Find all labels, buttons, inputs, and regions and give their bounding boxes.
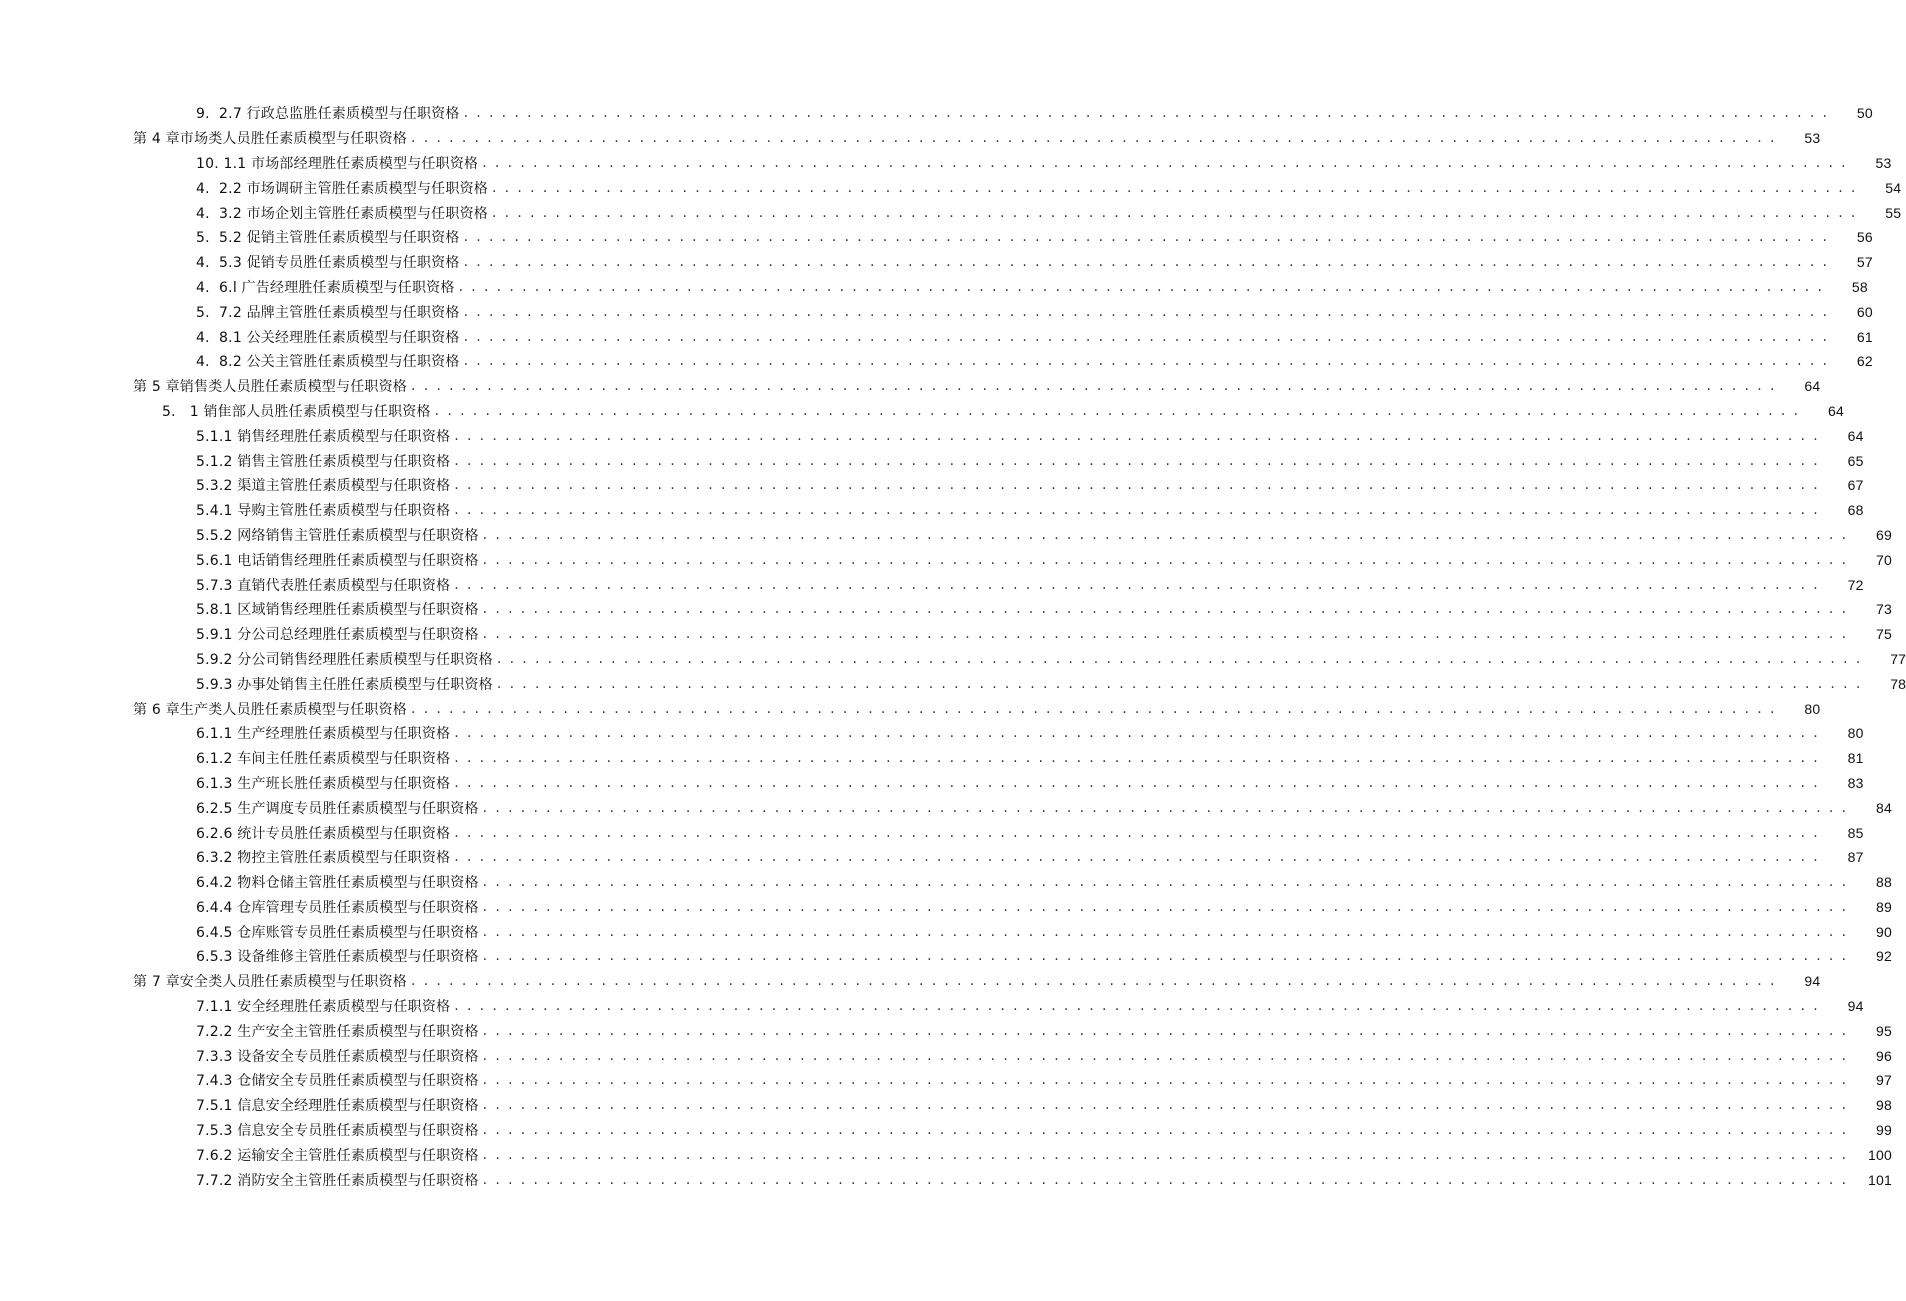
toc-page-number: 50 — [1856, 105, 1873, 122]
toc-chapter-entry[interactable] — [0, 969, 1821, 994]
toc-entry-title: 6.4.4 仓库管理专员胜任素质模型与任职资格 — [196, 899, 479, 916]
toc-entry-title: 5.9.1 分公司总经理胜任素质模型与任职资格 — [196, 627, 479, 644]
toc-entry-title: 5. 7.2 品牌主管胜任素质模型与任职资格 — [196, 304, 460, 321]
toc-page-number: 84 — [1875, 799, 1892, 816]
toc-section-entry[interactable] — [0, 324, 1873, 349]
toc-entry-title: 7.2.2 生产安全主管胜任素质模型与任职资格 — [196, 1023, 479, 1040]
toc-dot-leader: . . . . . . . . . . . . . . . . . . . . . . . . . . . . . . . . . . . . . . . . . . . . . . . . . . . . . . . . . . . . . . . . . . . . . . . . . . . . . . . . . . . . . . . . . . . . . . . . . . . . . . . . . . . . — [463, 328, 1829, 345]
toc-entry-title: 7.1.1 安全经理胜任素质模型与任职资格 — [196, 999, 451, 1016]
toc-page-number: 72 — [1847, 576, 1864, 593]
toc-dot-leader: . . . . . . . . . . . . . . . . . . . . . . . . . . . . . . . . . . . . . . . . . . . . . . . . . . . . . . . . . . . . . . . . . . . . . . . . . . . . . . . . . . . . . . . . . . . . . . . . . . . . . . . . . . . . — [491, 179, 1858, 196]
toc-dot-leader: . . . . . . . . . . . . . . . . . . . . . . . . . . . . . . . . . . . . . . . . . . . . . . . . . . . . . . . . . . . . . . . . . . . . . . . . . . . . . . . . . . . . . . . . . . . . . . . . . . . . . . . . . . . . — [482, 923, 1848, 940]
toc-section-entry[interactable] — [0, 498, 1864, 523]
toc-dot-leader: . . . . . . . . . . . . . . . . . . . . . . . . . . . . . . . . . . . . . . . . . . . . . . . . . . . . . . . . . . . . . . . . . . . . . . . . . . . . . . . . . . . . . . . . . . . . . . . . . . . . . . . . . . . . — [463, 105, 1829, 122]
toc-section-entry[interactable] — [0, 448, 1864, 473]
toc-dot-leader: . . . . . . . . . . . . . . . . . . . . . . . . . . . . . . . . . . . . . . . . . . . . . . . . . . . . . . . . . . . . . . . . . . . . . . . . . . . . . . . . . . . . . . . . . . . . . . . . . . . . . . . . . . . . — [482, 1022, 1848, 1039]
toc-section-entry[interactable] — [0, 1068, 1892, 1093]
toc-entry-title: 4. 8.2 公关主管胜任素质模型与任职资格 — [196, 354, 460, 371]
toc-page-number: 62 — [1856, 353, 1873, 370]
toc-entry-title: 7.7.2 消防安全主管胜任素质模型与任职资格 — [196, 1172, 479, 1189]
toc-section-entry[interactable] — [0, 895, 1892, 920]
toc-dot-leader: . . . . . . . . . . . . . . . . . . . . . . . . . . . . . . . . . . . . . . . . . . . . . . . . . . . . . . . . . . . . . . . . . . . . . . . . . . . . . . . . . . . . . . . . . . . . . . . . . . . . . . . . . . . . — [482, 601, 1848, 618]
toc-page-number: 53 — [1804, 130, 1821, 147]
toc-entry-title: 5.1.2 销售主管胜任素质模型与任职资格 — [196, 453, 451, 470]
toc-entry-title: 第 5 章销售类人员胜任素质模型与任职资格 — [133, 379, 408, 396]
toc-dot-leader: . . . . . . . . . . . . . . . . . . . . . . . . . . . . . . . . . . . . . . . . . . . . . . . . . . . . . . . . . . . . . . . . . . . . . . . . . . . . . . . . . . . . . . . . . . . . . . . . . . . . . . . . . . . . — [482, 1171, 1848, 1188]
toc-page-number: 70 — [1875, 551, 1892, 568]
toc-section-entry[interactable] — [0, 919, 1892, 944]
toc-entry-title: 6.1.1 生产经理胜任素质模型与任职资格 — [196, 726, 451, 743]
toc-dot-leader: . . . . . . . . . . . . . . . . . . . . . . . . . . . . . . . . . . . . . . . . . . . . . . . . . . . . . . . . . . . . . . . . . . . . . . . . . . . . . . . . . . . . . . . . . . . . . . . . . . . . . . . . . . . . — [411, 378, 1777, 395]
toc-dot-leader: . . . . . . . . . . . . . . . . . . . . . . . . . . . . . . . . . . . . . . . . . . . . . . . . . . . . . . . . . . . . . . . . . . . . . . . . . . . . . . . . . . . . . . . . . . . . . . . . . . . . . . . . . . . . — [411, 700, 1777, 717]
toc-page-number: 85 — [1847, 824, 1864, 841]
toc-chapter-entry[interactable] — [0, 696, 1821, 721]
toc-page-number: 88 — [1875, 874, 1892, 891]
toc-dot-leader: . . . . . . . . . . . . . . . . . . . . . . . . . . . . . . . . . . . . . . . . . . . . . . . . . . . . . . . . . . . . . . . . . . . . . . . . . . . . . . . . . . . . . . . . . . . . . . . . . . . . . . . . . . . . — [482, 154, 1848, 171]
toc-page-number: 97 — [1875, 1072, 1892, 1089]
toc-page-number: 95 — [1875, 1022, 1892, 1039]
toc-entry-title: 6.1.2 车间主任胜任素质模型与任职资格 — [196, 751, 451, 768]
toc-page-number: 75 — [1875, 626, 1892, 643]
toc-section-entry[interactable] — [0, 523, 1892, 548]
toc-dot-leader: . . . . . . . . . . . . . . . . . . . . . . . . . . . . . . . . . . . . . . . . . . . . . . . . . . . . . . . . . . . . . . . . . . . . . . . . . . . . . . . . . . . . . . . . . . . . . . . . . . . . . . . . . . . . — [496, 675, 1863, 692]
toc-page-number: 81 — [1847, 750, 1864, 767]
toc-entry-title: 5.5.2 网络销售主管胜任素质模型与任职资格 — [196, 527, 479, 544]
toc-page-number: 77 — [1890, 650, 1906, 667]
toc-page-number: 57 — [1856, 254, 1873, 271]
toc-section-entry[interactable] — [0, 275, 1868, 300]
toc-dot-leader: . . . . . . . . . . . . . . . . . . . . . . . . . . . . . . . . . . . . . . . . . . . . . . . . . . . . . . . . . . . . . . . . . . . . . . . . . . . . . . . . . . . . . . . . . . . . . . . . . . . . . . . . . . . . — [454, 427, 1820, 444]
toc-entry-title: 5.3.2 渠道主管胜任素质模型与任职资格 — [196, 478, 451, 495]
toc-entry-title: 5. 1 销隹部人员胜任素质模型与任职资格 — [162, 403, 431, 420]
toc-dot-leader: . . . . . . . . . . . . . . . . . . . . . . . . . . . . . . . . . . . . . . . . . . . . . . . . . . . . . . . . . . . . . . . . . . . . . . . . . . . . . . . . . . . . . . . . . . . . . . . . . . . . . . . . . . . . — [482, 526, 1848, 543]
toc-dot-leader: . . . . . . . . . . . . . . . . . . . . . . . . . . . . . . . . . . . . . . . . . . . . . . . . . . . . . . . . . . . . . . . . . . . . . . . . . . . . . . . . . . . . . . . . . . . . . . . . . . . . . . . . . . . . — [491, 204, 1858, 221]
toc-entry-title: 7.5.1 信息安全经理胜任素质模型与任职资格 — [196, 1098, 479, 1115]
toc-entry-title: 5.9.2 分公司销售经理胜任素质模型与任职资格 — [196, 651, 493, 668]
toc-dot-leader: . . . . . . . . . . . . . . . . . . . . . . . . . . . . . . . . . . . . . . . . . . . . . . . . . . . . . . . . . . . . . . . . . . . . . . . . . . . . . . . . . . . . . . . . . . . . . . . . . . . . . . . . . . . . — [482, 1122, 1848, 1139]
toc-dot-leader: . . . . . . . . . . . . . . . . . . . . . . . . . . . . . . . . . . . . . . . . . . . . . . . . . . . . . . . . . . . . . . . . . . . . . . . . . . . . . . . . . . . . . . . . . . . . . . . . . . . . . . . . . . . . — [454, 774, 1820, 791]
toc-page-number: 56 — [1856, 229, 1873, 246]
toc-entry-title: 4. 5.3 促销专员胜任素质模型与任职资格 — [196, 255, 460, 272]
toc-page-number: 53 — [1875, 154, 1892, 171]
toc-page-number: 101 — [1868, 1171, 1892, 1188]
toc-entry-title: 6.2.6 统计专员胜任素质模型与任职资格 — [196, 825, 451, 842]
toc-page-number: 54 — [1885, 179, 1902, 196]
toc-entry-title: 5.8.1 区域销售经理胜任素质模型与任职资格 — [196, 602, 479, 619]
toc-entry-title: 5. 5.2 促销主管胜任素质模型与任职资格 — [196, 230, 460, 247]
toc-entry-title: 9. 2.7 行政总监胜任素质模型与任职资格 — [196, 106, 460, 123]
toc-dot-leader: . . . . . . . . . . . . . . . . . . . . . . . . . . . . . . . . . . . . . . . . . . . . . . . . . . . . . . . . . . . . . . . . . . . . . . . . . . . . . . . . . . . . . . . . . . . . . . . . . . . . . . . . . . . . — [482, 1047, 1848, 1064]
toc-entry-title: 第 7 章安全类人员胜任素质模型与任职资格 — [133, 974, 408, 991]
toc-page-number: 80 — [1847, 725, 1864, 742]
toc-section-entry[interactable] — [0, 175, 1902, 200]
toc-section-entry[interactable] — [0, 572, 1864, 597]
toc-dot-leader: . . . . . . . . . . . . . . . . . . . . . . . . . . . . . . . . . . . . . . . . . . . . . . . . . . . . . . . . . . . . . . . . . . . . . . . . . . . . . . . . . . . . . . . . . . . . . . . . . . . . . . . . . . . . — [411, 973, 1777, 990]
toc-page-number: 89 — [1875, 898, 1892, 915]
toc-section-entry[interactable] — [0, 101, 1873, 126]
toc-dot-leader: . . . . . . . . . . . . . . . . . . . . . . . . . . . . . . . . . . . . . . . . . . . . . . . . . . . . . . . . . . . . . . . . . . . . . . . . . . . . . . . . . . . . . . . . . . . . . . . . . . . . . . . . . . . . — [454, 750, 1820, 767]
toc-entry-title: 10. 1.1 市场部经理胜任素质模型与任职资格 — [196, 155, 479, 172]
toc-section-entry[interactable] — [0, 225, 1873, 250]
toc-section-entry[interactable] — [0, 200, 1902, 225]
toc-page-number: 99 — [1875, 1122, 1892, 1139]
toc-dot-leader: . . . . . . . . . . . . . . . . . . . . . . . . . . . . . . . . . . . . . . . . . . . . . . . . . . . . . . . . . . . . . . . . . . . . . . . . . . . . . . . . . . . . . . . . . . . . . . . . . . . . . . . . . . . . — [434, 402, 1800, 419]
toc-section-entry[interactable] — [0, 423, 1864, 448]
toc-section-entry[interactable] — [0, 399, 1844, 424]
toc-entry-title: 4. 2.2 市场调研主管胜任素质模型与任职资格 — [196, 180, 488, 197]
toc-section-entry[interactable] — [0, 795, 1892, 820]
toc-page-number: 61 — [1856, 328, 1873, 345]
toc-entry-title: 7.4.3 仓储安全专员胜任素质模型与任职资格 — [196, 1073, 479, 1090]
toc-page-number: 69 — [1875, 526, 1892, 543]
toc-page-number: 90 — [1875, 923, 1892, 940]
toc-dot-leader: . . . . . . . . . . . . . . . . . . . . . . . . . . . . . . . . . . . . . . . . . . . . . . . . . . . . . . . . . . . . . . . . . . . . . . . . . . . . . . . . . . . . . . . . . . . . . . . . . . . . . . . . . . . . — [482, 874, 1848, 891]
toc-dot-leader: . . . . . . . . . . . . . . . . . . . . . . . . . . . . . . . . . . . . . . . . . . . . . . . . . . . . . . . . . . . . . . . . . . . . . . . . . . . . . . . . . . . . . . . . . . . . . . . . . . . . . . . . . . . . — [482, 1072, 1848, 1089]
toc-entry-title: 4. 3.2 市场企划主管胜任素质模型与任职资格 — [196, 205, 488, 222]
toc-section-entry[interactable] — [0, 1142, 1892, 1167]
toc-chapter-entry[interactable] — [0, 374, 1821, 399]
toc-section-entry[interactable] — [0, 597, 1892, 622]
toc-page-number: 80 — [1804, 700, 1821, 717]
toc-page-number: 55 — [1885, 204, 1902, 221]
toc-section-entry[interactable] — [0, 820, 1864, 845]
toc-page-number: 64 — [1804, 378, 1821, 395]
toc-entry-title: 6.2.5 生产调度专员胜任素质模型与任职资格 — [196, 800, 479, 817]
toc-entry-title: 6.1.3 生产班长胜任素质模型与任职资格 — [196, 775, 451, 792]
toc-section-entry[interactable] — [0, 349, 1873, 374]
toc-section-entry[interactable] — [0, 1167, 1892, 1192]
toc-dot-leader: . . . . . . . . . . . . . . . . . . . . . . . . . . . . . . . . . . . . . . . . . . . . . . . . . . . . . . . . . . . . . . . . . . . . . . . . . . . . . . . . . . . . . . . . . . . . . . . . . . . . . . . . . . . . — [463, 303, 1829, 320]
toc-dot-leader: . . . . . . . . . . . . . . . . . . . . . . . . . . . . . . . . . . . . . . . . . . . . . . . . . . . . . . . . . . . . . . . . . . . . . . . . . . . . . . . . . . . . . . . . . . . . . . . . . . . . . . . . . . . . — [454, 502, 1820, 519]
toc-entry-title: 5.4.1 导购主管胜任素质模型与任职资格 — [196, 503, 451, 520]
toc-dot-leader: . . . . . . . . . . . . . . . . . . . . . . . . . . . . . . . . . . . . . . . . . . . . . . . . . . . . . . . . . . . . . . . . . . . . . . . . . . . . . . . . . . . . . . . . . . . . . . . . . . . . . . . . . . . . — [482, 1097, 1848, 1114]
toc-section-entry[interactable] — [0, 870, 1892, 895]
toc-dot-leader: . . . . . . . . . . . . . . . . . . . . . . . . . . . . . . . . . . . . . . . . . . . . . . . . . . . . . . . . . . . . . . . . . . . . . . . . . . . . . . . . . . . . . . . . . . . . . . . . . . . . . . . . . . . . — [463, 229, 1829, 246]
toc-entry-title: 6.4.2 物料仓储主管胜任素质模型与任职资格 — [196, 875, 479, 892]
toc-section-entry[interactable] — [0, 944, 1892, 969]
toc-dot-leader: . . . . . . . . . . . . . . . . . . . . . . . . . . . . . . . . . . . . . . . . . . . . . . . . . . . . . . . . . . . . . . . . . . . . . . . . . . . . . . . . . . . . . . . . . . . . . . . . . . . . . . . . . . . . — [482, 948, 1848, 965]
toc-entry-title: 7.3.3 设备安全专员胜任素质模型与任职资格 — [196, 1048, 479, 1065]
toc-entry-title: 4. 8.1 公关经理胜任素质模型与任职资格 — [196, 329, 460, 346]
toc-entry-title: 5.9.3 办事处销售主任胜任素质模型与任职资格 — [196, 676, 493, 693]
toc-page-number: 64 — [1847, 427, 1864, 444]
toc-section-entry[interactable] — [0, 473, 1864, 498]
toc-entry-title: 4. 6.l 广告经理胜任素质模型与任职资格 — [196, 279, 455, 296]
toc-page-number: 94 — [1847, 998, 1864, 1015]
toc-section-entry[interactable] — [0, 151, 1892, 176]
toc-page-number: 73 — [1875, 601, 1892, 618]
toc-entry-title: 6.5.3 设备维修主管胜任素质模型与任职资格 — [196, 949, 479, 966]
toc-section-entry[interactable] — [0, 1018, 1892, 1043]
toc-dot-leader: . . . . . . . . . . . . . . . . . . . . . . . . . . . . . . . . . . . . . . . . . . . . . . . . . . . . . . . . . . . . . . . . . . . . . . . . . . . . . . . . . . . . . . . . . . . . . . . . . . . . . . . . . . . . — [482, 898, 1848, 915]
toc-entry-title: 5.1.1 销售经理胜任素质模型与任职资格 — [196, 428, 451, 445]
toc-section-entry[interactable] — [0, 1118, 1892, 1143]
toc-section-entry[interactable] — [0, 547, 1892, 572]
toc-page-number: 58 — [1851, 278, 1868, 295]
toc-page-number: 68 — [1847, 502, 1864, 519]
toc-dot-leader: . . . . . . . . . . . . . . . . . . . . . . . . . . . . . . . . . . . . . . . . . . . . . . . . . . . . . . . . . . . . . . . . . . . . . . . . . . . . . . . . . . . . . . . . . . . . . . . . . . . . . . . . . . . . — [482, 799, 1848, 816]
toc-dot-leader: . . . . . . . . . . . . . . . . . . . . . . . . . . . . . . . . . . . . . . . . . . . . . . . . . . . . . . . . . . . . . . . . . . . . . . . . . . . . . . . . . . . . . . . . . . . . . . . . . . . . . . . . . . . . — [454, 824, 1820, 841]
toc-section-entry[interactable] — [0, 994, 1864, 1019]
toc-dot-leader: . . . . . . . . . . . . . . . . . . . . . . . . . . . . . . . . . . . . . . . . . . . . . . . . . . . . . . . . . . . . . . . . . . . . . . . . . . . . . . . . . . . . . . . . . . . . . . . . . . . . . . . . . . . . — [482, 551, 1848, 568]
table-of-contents — [0, 101, 1906, 1192]
toc-section-entry[interactable] — [0, 845, 1864, 870]
toc-page-number: 64 — [1827, 402, 1844, 419]
toc-entry-title: 6.4.5 仓库账管专员胜任素质模型与任职资格 — [196, 924, 479, 941]
toc-section-entry[interactable] — [0, 746, 1864, 771]
toc-section-entry[interactable] — [0, 1093, 1892, 1118]
toc-dot-leader: . . . . . . . . . . . . . . . . . . . . . . . . . . . . . . . . . . . . . . . . . . . . . . . . . . . . . . . . . . . . . . . . . . . . . . . . . . . . . . . . . . . . . . . . . . . . . . . . . . . . . . . . . . . . — [458, 278, 1824, 295]
toc-dot-leader: . . . . . . . . . . . . . . . . . . . . . . . . . . . . . . . . . . . . . . . . . . . . . . . . . . . . . . . . . . . . . . . . . . . . . . . . . . . . . . . . . . . . . . . . . . . . . . . . . . . . . . . . . . . . — [454, 849, 1820, 866]
toc-entry-title: 第 6 章生产类人员胜任素质模型与任职资格 — [133, 701, 408, 718]
toc-section-entry[interactable] — [0, 1043, 1892, 1068]
toc-dot-leader: . . . . . . . . . . . . . . . . . . . . . . . . . . . . . . . . . . . . . . . . . . . . . . . . . . . . . . . . . . . . . . . . . . . . . . . . . . . . . . . . . . . . . . . . . . . . . . . . . . . . . . . . . . . . — [463, 254, 1829, 271]
toc-dot-leader: . . . . . . . . . . . . . . . . . . . . . . . . . . . . . . . . . . . . . . . . . . . . . . . . . . . . . . . . . . . . . . . . . . . . . . . . . . . . . . . . . . . . . . . . . . . . . . . . . . . . . . . . . . . . — [454, 477, 1820, 494]
toc-page-number: 67 — [1847, 477, 1864, 494]
toc-section-entry[interactable] — [0, 671, 1906, 696]
toc-page-number: 65 — [1847, 452, 1864, 469]
toc-page-number: 78 — [1890, 675, 1906, 692]
toc-dot-leader: . . . . . . . . . . . . . . . . . . . . . . . . . . . . . . . . . . . . . . . . . . . . . . . . . . . . . . . . . . . . . . . . . . . . . . . . . . . . . . . . . . . . . . . . . . . . . . . . . . . . . . . . . . . . — [482, 1146, 1848, 1163]
toc-dot-leader: . . . . . . . . . . . . . . . . . . . . . . . . . . . . . . . . . . . . . . . . . . . . . . . . . . . . . . . . . . . . . . . . . . . . . . . . . . . . . . . . . . . . . . . . . . . . . . . . . . . . . . . . . . . . — [496, 650, 1863, 667]
toc-dot-leader: . . . . . . . . . . . . . . . . . . . . . . . . . . . . . . . . . . . . . . . . . . . . . . . . . . . . . . . . . . . . . . . . . . . . . . . . . . . . . . . . . . . . . . . . . . . . . . . . . . . . . . . . . . . . — [454, 998, 1820, 1015]
toc-entry-title: 7.6.2 运输安全主管胜任素质模型与任职资格 — [196, 1147, 479, 1164]
toc-chapter-entry[interactable] — [0, 126, 1821, 151]
toc-page-number: 83 — [1847, 774, 1864, 791]
toc-page-number: 98 — [1875, 1097, 1892, 1114]
toc-section-entry[interactable] — [0, 622, 1892, 647]
toc-entry-title: 6.3.2 物控主管胜任素质模型与任职资格 — [196, 850, 451, 867]
toc-section-entry[interactable] — [0, 721, 1864, 746]
toc-dot-leader: . . . . . . . . . . . . . . . . . . . . . . . . . . . . . . . . . . . . . . . . . . . . . . . . . . . . . . . . . . . . . . . . . . . . . . . . . . . . . . . . . . . . . . . . . . . . . . . . . . . . . . . . . . . . — [411, 130, 1777, 147]
toc-section-entry[interactable] — [0, 299, 1873, 324]
toc-entry-title: 5.7.3 直销代表胜任素质模型与任职资格 — [196, 577, 451, 594]
toc-page-number: 87 — [1847, 849, 1864, 866]
toc-entry-title: 7.5.3 信息安全专员胜任素质模型与任职资格 — [196, 1123, 479, 1140]
toc-entry-title: 5.6.1 电话销售经理胜任素质模型与任职资格 — [196, 552, 479, 569]
toc-section-entry[interactable] — [0, 647, 1906, 672]
toc-page-number: 100 — [1868, 1146, 1892, 1163]
toc-page-number: 94 — [1804, 973, 1821, 990]
toc-entry-title: 第 4 章市场类人员胜任素质模型与任职资格 — [133, 131, 408, 148]
toc-dot-leader: . . . . . . . . . . . . . . . . . . . . . . . . . . . . . . . . . . . . . . . . . . . . . . . . . . . . . . . . . . . . . . . . . . . . . . . . . . . . . . . . . . . . . . . . . . . . . . . . . . . . . . . . . . . . — [454, 576, 1820, 593]
toc-dot-leader: . . . . . . . . . . . . . . . . . . . . . . . . . . . . . . . . . . . . . . . . . . . . . . . . . . . . . . . . . . . . . . . . . . . . . . . . . . . . . . . . . . . . . . . . . . . . . . . . . . . . . . . . . . . . — [482, 626, 1848, 643]
toc-page-number: 60 — [1856, 303, 1873, 320]
toc-section-entry[interactable] — [0, 250, 1873, 275]
toc-page-number: 96 — [1875, 1047, 1892, 1064]
toc-page-number: 92 — [1875, 948, 1892, 965]
toc-dot-leader: . . . . . . . . . . . . . . . . . . . . . . . . . . . . . . . . . . . . . . . . . . . . . . . . . . . . . . . . . . . . . . . . . . . . . . . . . . . . . . . . . . . . . . . . . . . . . . . . . . . . . . . . . . . . — [463, 353, 1829, 370]
toc-section-entry[interactable] — [0, 771, 1864, 796]
toc-dot-leader: . . . . . . . . . . . . . . . . . . . . . . . . . . . . . . . . . . . . . . . . . . . . . . . . . . . . . . . . . . . . . . . . . . . . . . . . . . . . . . . . . . . . . . . . . . . . . . . . . . . . . . . . . . . . — [454, 725, 1820, 742]
toc-dot-leader: . . . . . . . . . . . . . . . . . . . . . . . . . . . . . . . . . . . . . . . . . . . . . . . . . . . . . . . . . . . . . . . . . . . . . . . . . . . . . . . . . . . . . . . . . . . . . . . . . . . . . . . . . . . . — [454, 452, 1820, 469]
